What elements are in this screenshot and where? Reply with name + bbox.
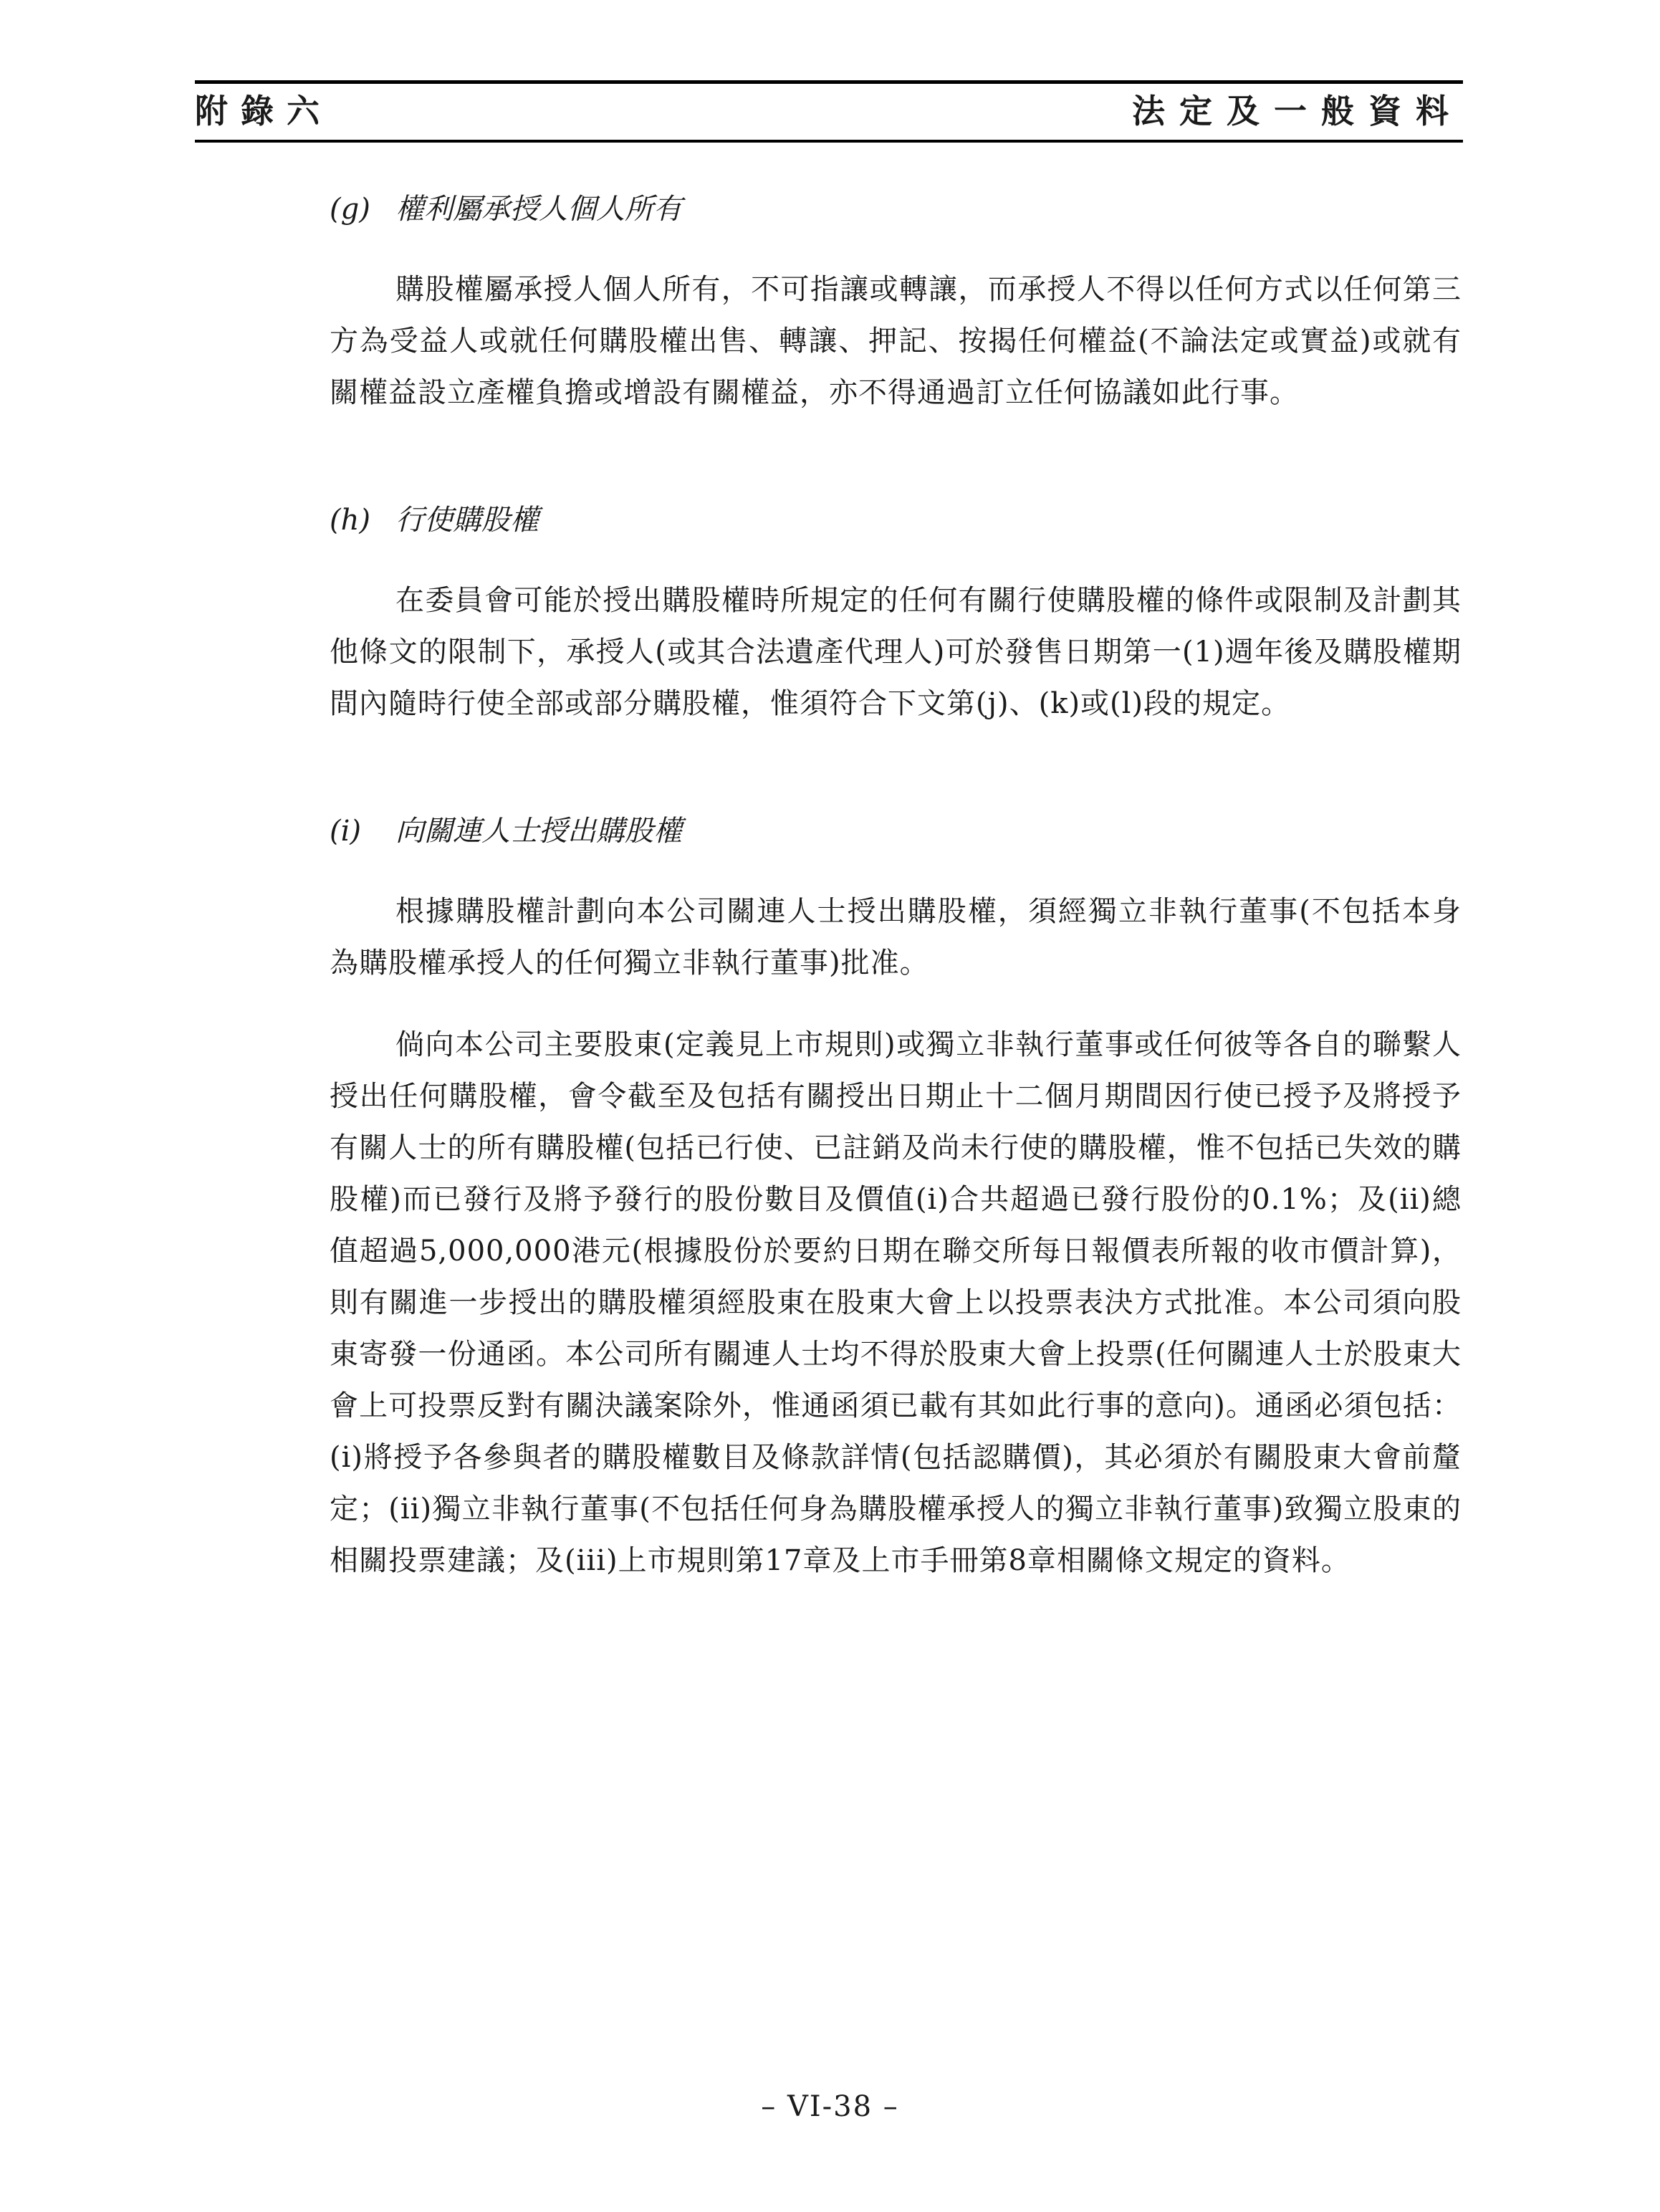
section-marker: (h) bbox=[330, 504, 370, 537]
section-title: 行使購股權 bbox=[395, 504, 539, 537]
section-heading-i bbox=[330, 810, 682, 853]
header-section-title: 法定及一般資料 bbox=[1132, 92, 1463, 130]
page-number: – VI-38 – bbox=[761, 2090, 899, 2123]
section-marker: (i) bbox=[330, 815, 362, 848]
header-appendix-label: 附錄六 bbox=[195, 92, 332, 130]
paragraph: 在委員會可能於授出購股權時所規定的任何有關行使購股權的條件或限制及計劃其他條文的限制下，承授人(或其合法遺產代理人)可於發售日期第一(1)週年後及購股權期間內隨時行使全部或部分購股權，惟須符合下文第(j)、(k)或(l)段的規定。 bbox=[330, 584, 1462, 720]
paragraph: 購股權屬承授人個人所有，不可指讓或轉讓，而承授人不得以任何方式以任何第三方為受益人或就任何購股權出售、轉讓、押記、按揭任何權益(不論法定或實益)或就有關權益設立產權負擔或增設有關權益，亦不得通過訂立任何協議如此行事。 bbox=[330, 273, 1462, 409]
paragraph: 倘向本公司主要股東(定義見上市規則)或獨立非執行董事或任何彼等各自的聯繫人授出任何購股權，會令截至及包括有關授出日期止十二個月期間因行使已授予及將授予有關人士的所有購股權(包括已行使、已註銷及尚未行使的購股權，惟不包括已失效的購股權)而已發行及將予發行的股份數目及價值(i)合共超過已發行股份的0.1%；及(ii)總值超過5,000,000港元(根據股份於要約日期在聯交所每日報價表所報的收市價計算)，則有關進一步授出的購股權須經股東在股東大會上以投票表決方式批准。本公司須向股東寄發一份通函。本公司所有關連人士均不得於股東大會上投票(任何關連人士於股東大會上可投票反對有關決議案除外，惟通函須已載有其如此行事的意向)。通函必須包括：(i)將授予各參與者的購股權數目及條款詳情(包括認購價)，其必須於有關股東大會前釐定；(ii)獨立非執行董事(不包括任何身為購股權承授人的獨立非執行董事)致獨立股東的相關投票建議；及(iii)上市規則第17章及上市手冊第8章相關條文規定的資料。 bbox=[330, 1028, 1462, 1577]
section-heading-h bbox=[330, 499, 539, 542]
paragraph: 根據購股權計劃向本公司關連人士授出購股權，須經獨立非執行董事(不包括本身為購股權承授人的任何獨立非執行董事)批准。 bbox=[330, 895, 1462, 980]
section-title: 權利屬承授人個人所有 bbox=[395, 193, 682, 226]
section-heading-g bbox=[330, 188, 682, 231]
section-marker: (g) bbox=[330, 193, 370, 226]
section-title: 向關連人士授出購股權 bbox=[395, 815, 682, 848]
header-top-rule bbox=[195, 80, 1463, 84]
header-bottom-rule bbox=[195, 140, 1463, 143]
